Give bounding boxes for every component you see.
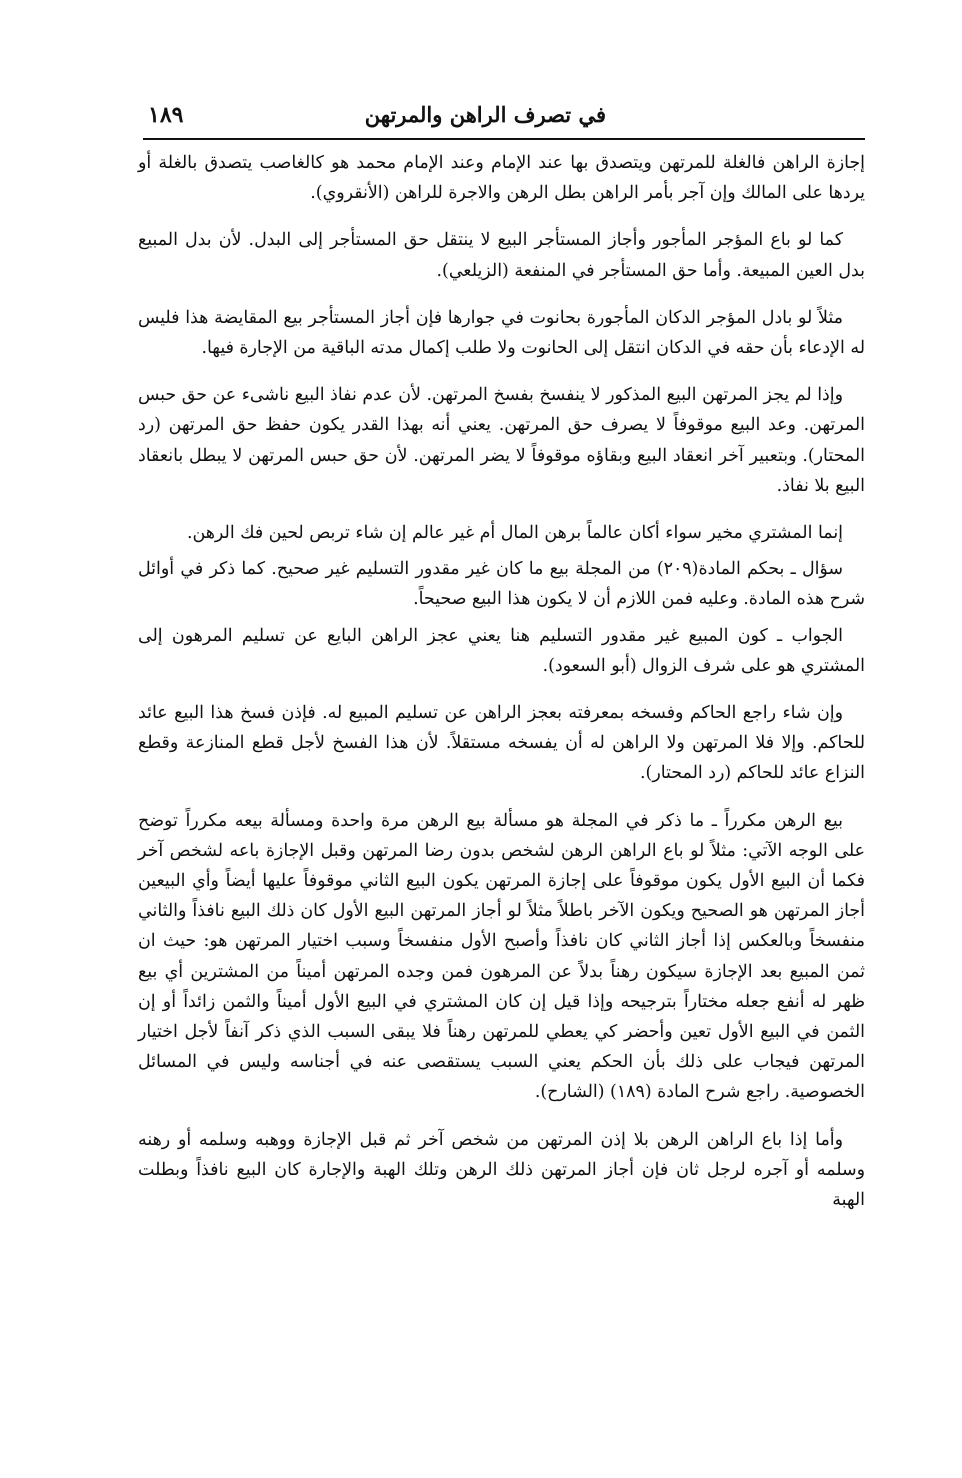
paragraph-6: سؤال ـ بحكم المادة(٢٠٩) من المجلة بيع ما كان غير مقدور التسليم غير صحيح. كما ذكر في أوائل شرح هذه المادة. وعليه فمن اللازم أن لا يكون هذا البيع صحيحاً.	[138, 559, 865, 610]
header-rule	[143, 138, 865, 140]
running-title: في تصرف الراهن والمرتهن	[364, 102, 606, 127]
paragraph-7: الجواب ـ كون المبيع غير مقدور التسليم هنا يعني عجز الراهن البايع عن تسليم المرهون إلى المشتري هو على شرف الزوال (أبو السعود).	[138, 625, 865, 676]
paragraph-3: مثلاً لو بادل المؤجر الدكان المأجورة بحانوت في جوارها فإن أجاز المستأجر بيع المقايضة هذا فليس له الإدعاء بأن حقه في الدكان انتقل إلى الحانوت ولا طلب إكمال مدته الباقية من الإجارة فيها.	[138, 307, 865, 359]
paragraph-2: كما لو باع المؤجر المأجور وأجاز المستأجر البيع لا ينتقل حق المستأجر إلى البدل. لأن بدل المبيع بدل العين المبيعة. وأما حق المستأجر في المنفعة (الزيلعي).	[138, 230, 865, 281]
page-number: ١٨٩	[148, 102, 184, 128]
paragraph-9: بيع الرهن مكرراً ـ ما ذكر في المجلة هو مسألة بيع الرهن مرة واحدة ومسألة بيعه مكرراً توضح على الوجه الآتي: مثلاً لو باع الراهن الرهن لشخص بدون رضا المرتهن وقبل الإجازة باعه لشخص آخر فكما أن البيع الأول يكون موقوفاً على إجازة المرتهن يكون البيع الثاني موقوفاً عليها أيضاً وأي البيعين أجاز المرتهن هو الصحيح ويكون الآخر باطلاً مثلاً لو أجاز المرتهن البيع الأول كان ذلك البيع نافذاً والثاني منفسخاً وبالعكس إذا أجاز الثاني كان نافذاً وأصبح الأول منفسخاً وسبب اختيار المرتهن هو: حيث ان ثمن المبيع بعد الإجازة سيكون رهناً بدلاً عن المرهون فمن وجده المرتهن أميناً من المشترين أي بيع ظهر له أنفع جعله مختاراً بترجيحه وإذا قيل إن كان المشتري في البيع الأول أميناً والثمن زائداً أو إن الثمن في البيع الأول تعين وأحضر كي يعطي للمرتهن رهناً فلا يبقى السبب الذي ذكر آنفاً لأجل اختيار المرتهن فيجاب على ذلك بأن الحكم يعني السبب يستقصى عنه في أجناسه وليس في المسائل الخصوصية. راجع شرح المادة (١٨٩) (الشارح).	[138, 810, 865, 1103]
body-text	[138, 148, 865, 1215]
paragraph-1: إجازة الراهن فالغلة للمرتهن ويتصدق بها عند الإمام وعند الإمام محمد هو كالغاصب يتصدق بالغلة أو يردها على المالك وإن آجر بأمر الراهن بطل الرهن والاجرة للراهن (الأنقروي).	[138, 153, 865, 204]
page-header	[140, 102, 856, 136]
paragraph-4: وإذا لم يجز المرتهن البيع المذكور لا ينفسخ بفسخ المرتهن. لأن عدم نفاذ البيع ناشىء عن حق حبس المرتهن. وعد البيع موقوفاً لا يصرف حق المرتهن. يعني أنه بهذا القدر يكون حفظ حق المرتهن (رد المحتار). وبتعبير آخر انعقاد البيع وبقاؤه موقوفاً لا يضر المرتهن. لأن حق حبس المرتهن لا يبطل بانعقاد البيع بلا نفاذ.	[138, 385, 865, 496]
paragraph-10: وأما إذا باع الراهن الرهن بلا إذن المرتهن من شخص آخر ثم قبل الإجازة ووهبه وسلمه أو رهنه وسلمه أو آجره لرجل ثان فإن أجاز المرتهن ذلك الرهن وتلك الهبة والإجارة كان البيع نافذاً وبطلت الهبة	[138, 1129, 865, 1211]
paragraph-8: وإن شاء راجع الحاكم وفسخه بمعرفته بعجز الراهن عن تسليم المبيع له. فإذن فسخ هذا البيع عائد للحاكم. وإلا فلا المرتهن ولا الراهن له أن يفسخه مستقلاً. لأن هذا الفسخ لأجل قطع المنازعة وقطع النزاع عائد للحاكم (رد المحتار).	[138, 703, 865, 784]
paragraph-5: إنما المشتري مخير سواء أكان عالماً برهن المال أم غير عالم إن شاء تربص لحين فك الرهن.	[186, 523, 843, 544]
